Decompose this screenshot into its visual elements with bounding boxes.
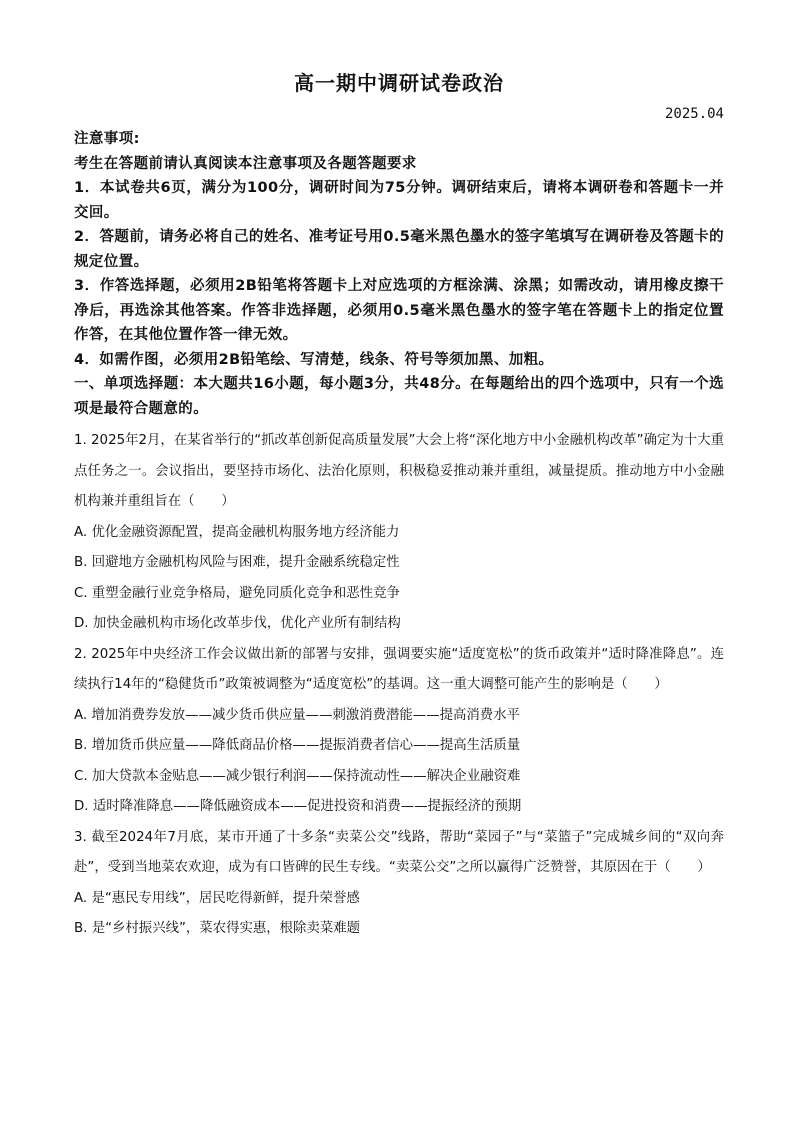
question-list (74, 426, 724, 945)
notice-item-3: 3．作答选择题，必须用2B铅笔将答题卡上对应选项的方框涂满、涂黑；如需改动，请用橡皮擦干净后，再选涂其他答案。作答非选择题，必须用0.5毫米黑色墨水的签字笔在答题卡上的指定位置作答，在其他位置作答一律无效。 (74, 278, 724, 343)
section-heading: 一、单项选择题：本大题共16小题，每小题3分，共48分。在每题给出的四个选项中，只有一个选项是最符合题意的。 (74, 376, 724, 417)
question-3 (74, 823, 724, 945)
question-stem: 1. 2025年2月，在某省举行的“抓改革创新促高质量发展”大会上将“深化地方中小金融机构改革”确定为十大重点任务之一。会议指出，要坚持市场化、法治化原则，积极稳妥推动兼并重组，减量提质。推动地方中小金融机构兼并重组旨在（ ） (74, 433, 724, 509)
option-a: A. 是“惠民专用线”，居民吃得新鲜，提升荣誉感 (74, 890, 360, 906)
notice-item-1: 1．本试卷共6页，满分为100分，调研时间为75分钟。调研结束后，请将本调研卷和答题卡一并交回。 (74, 180, 724, 221)
option-b: B. 增加货币供应量——降低商品价格——提振消费者信心——提高生活质量 (74, 738, 521, 753)
option-c: C. 加大贷款本金贴息——减少银行利润——保持流动性——解决企业融资难 (74, 768, 521, 784)
notice-section (74, 127, 724, 421)
notice-item-4: 4．如需作图，必须用2B铅笔绘、写清楚，线条、符号等须加黑、加粗。 (74, 351, 554, 368)
option-a: A. 优化金融资源配置，提高金融机构服务地方经济能力 (74, 524, 400, 540)
question-stem: 3. 截至2024年7月底，某市开通了十多条“卖菜公交”线路，帮助“菜园子”与“菜篮子”完成城乡间的“双向奔赴”，受到当地菜农欢迎，成为有口皆碑的民生专线。“卖菜公交”之所以赢得广泛赞誉，其原因在于（ ） (74, 829, 724, 875)
notice-item-2: 2．答题前，请务必将自己的姓名、准考证号用0.5毫米黑色墨水的签字笔填写在调研卷及答题卡的规定位置。 (74, 229, 724, 270)
option-b: B. 回避地方金融机构风险与困难，提升金融系统稳定性 (74, 555, 400, 570)
page-title: 高一期中调研试卷政治 (294, 71, 504, 95)
question-1 (74, 426, 724, 640)
option-d: D. 适时降准降息——降低融资成本——促进投资和消费——提振经济的预期 (74, 799, 522, 814)
question-stem: 2. 2025年中央经济工作会议做出新的部署与安排，强调要实施“适度宽松”的货币政策并“适时降准降息”。连续执行14年的“稳健货币”政策被调整为“适度宽松”的基调。这一重大调整可能产生的影响是（ ） (74, 646, 724, 692)
option-b: B. 是“乡村振兴线”，菜农得实惠，根除卖菜难题 (74, 921, 360, 936)
option-c: C. 重塑金融行业竞争格局，避免同质化竞争和恶性竞争 (74, 585, 400, 601)
notice-heading: 注意事项: (74, 131, 140, 147)
option-d: D. 加快金融机构市场化改革步伐，优化产业所有制结构 (74, 616, 401, 631)
option-a: A. 增加消费券发放——减少货币供应量——刺激消费潜能——提高消费水平 (74, 707, 520, 723)
notice-intro: 考生在答题前请认真阅读本注意事项及各题答题要求 (74, 155, 417, 172)
question-2 (74, 640, 724, 823)
exam-date: 2025.04 (664, 106, 724, 122)
